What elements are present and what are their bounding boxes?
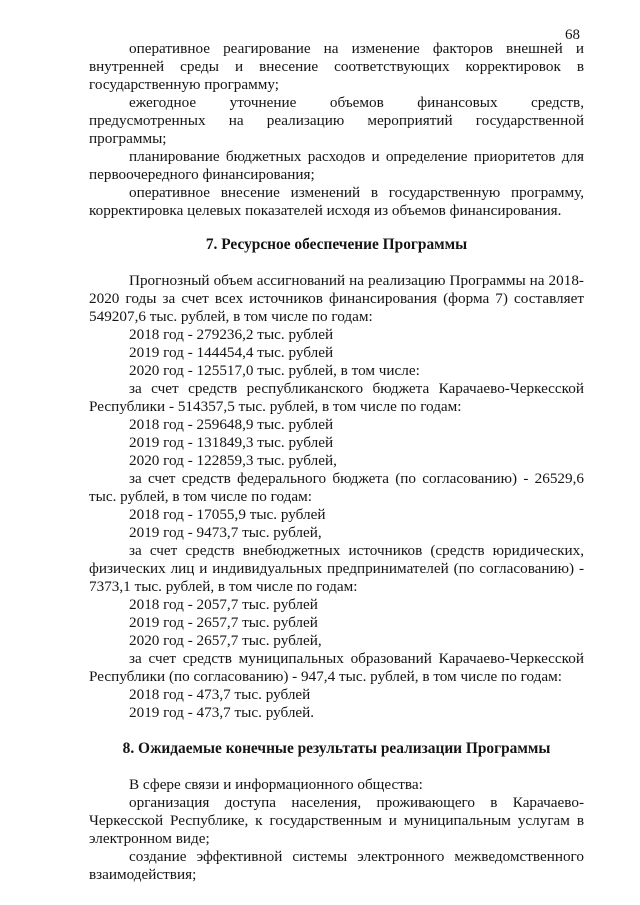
- section-8-heading: 8. Ожидаемые конечные результаты реализации Программы: [122, 740, 551, 757]
- funding-federal-paragraph: за счет средств федерального бюджета (по согласованию) - 26529,6 тыс. рублей, в том числе по годам:: [89, 470, 584, 505]
- year-line: 2019 год - 144454,4 тыс. рублей: [129, 344, 334, 361]
- page-number: 68: [565, 27, 580, 43]
- year-line: 2019 год - 9473,7 тыс. рублей,: [129, 524, 322, 541]
- intro-paragraph: ежегодное уточнение объемов финансовых средств, предусмотренных на реализацию мероприятий государственной программы;: [89, 94, 584, 147]
- year-line: 2020 год - 122859,3 тыс. рублей,: [129, 452, 337, 469]
- year-line: 2020 год - 125517,0 тыс. рублей, в том числе:: [129, 362, 420, 379]
- year-line: 2018 год - 279236,2 тыс. рублей: [129, 326, 334, 343]
- results-paragraph: организация доступа населения, проживающего в Карачаево-Черкесской Республике, к государственным и муниципальным услугам в электронном виде;: [89, 794, 584, 847]
- year-line: 2019 год - 473,7 тыс. рублей.: [129, 704, 315, 721]
- year-line: 2018 год - 17055,9 тыс. рублей: [129, 506, 326, 523]
- intro-paragraph: планирование бюджетных расходов и определение приоритетов для первоочередного финансирования;: [89, 148, 584, 183]
- year-line: 2018 год - 473,7 тыс. рублей: [129, 686, 311, 703]
- intro-paragraph: оперативное внесение изменений в государственную программу, корректировка целевых показателей исходя из объемов финансирования.: [89, 184, 584, 219]
- funding-municipal-paragraph: за счет средств муниципальных образований Карачаево-Черкесской Республики (по согласованию) - 947,4 тыс. рублей, в том числе по годам:: [89, 650, 584, 685]
- intro-paragraph: оперативное реагирование на изменение факторов внешней и внутренней среды и внесение соответствующих корректировок в государственную программу;: [89, 40, 584, 93]
- year-line: 2019 год - 131849,3 тыс. рублей: [129, 434, 334, 451]
- results-paragraph: В сфере связи и информационного общества:: [129, 776, 423, 793]
- year-line: 2019 год - 2657,7 тыс. рублей: [129, 614, 318, 631]
- section-7-heading: 7. Ресурсное обеспечение Программы: [205, 236, 468, 253]
- year-line: 2018 год - 259648,9 тыс. рублей: [129, 416, 334, 433]
- funding-extrabudget-paragraph: за счет средств внебюджетных источников (средств юридических, физических лиц и индивидуальных предпринимателей (по согласованию) - 7373,1 тыс. рублей, в том числе по годам:: [89, 542, 584, 595]
- funding-republic-paragraph: за счет средств республиканского бюджета Карачаево-Черкесской Республики - 514357,5 тыс. рублей, в том числе по годам:: [89, 380, 584, 415]
- funding-total-paragraph: Прогнозный объем ассигнований на реализацию Программы на 2018-2020 годы за счет всех источников финансирования (форма 7) составляет 549207,6 тыс. рублей, в том числе по годам:: [89, 272, 584, 325]
- year-line: 2018 год - 2057,7 тыс. рублей: [129, 596, 318, 613]
- year-line: 2020 год - 2657,7 тыс. рублей,: [129, 632, 322, 649]
- page-content: [89, 40, 584, 884]
- results-paragraph: создание эффективной системы электронного межведомственного взаимодействия;: [89, 848, 584, 883]
